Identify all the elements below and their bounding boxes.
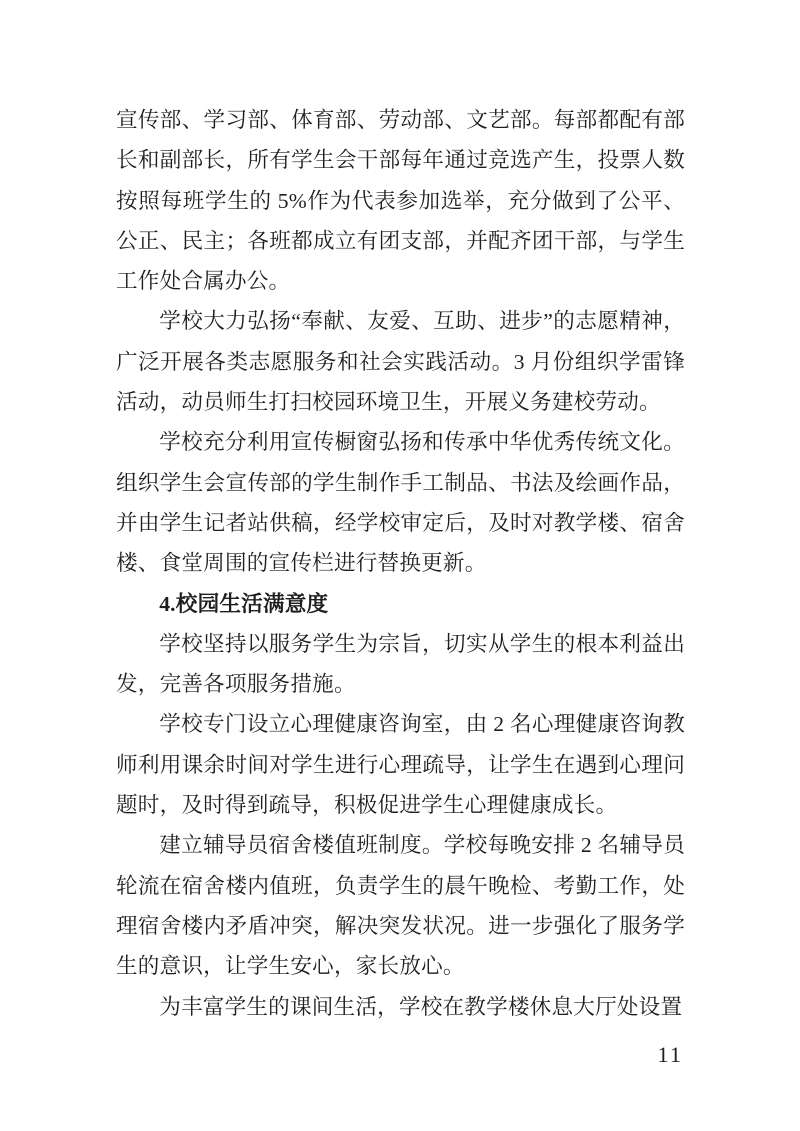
section-heading: 4.校园生活满意度 (159, 591, 329, 616)
paragraph: 学校大力弘扬“奉献、友爱、互助、进步”的志愿精神，广泛开展各类志愿服务和社会实践活动。3 月份组织学雷锋活动，动员师生打扫校园环境卫生，开展义务建校劳动。 (116, 309, 685, 415)
paragraph: 建立辅导员宿舍楼值班制度。学校每晚安排 2 名辅导员轮流在宿舍楼内值班，负责学生的晨午晚检、考勤工作，处理宿舍楼内矛盾冲突，解决突发状况。进一步强化了服务学生的意识，让学生安心，家长放心。 (116, 833, 685, 979)
paragraph: 学校坚持以服务学生为宗旨，切实从学生的根本利益出发，完善各项服务措施。 (116, 631, 685, 697)
paragraph: 宣传部、学习部、体育部、劳动部、文艺部。每部都配有部长和副部长，所有学生会干部每年通过竞选产生，投票人数按照每班学生的 5%作为代表参加选举，充分做到了公平、公正、民主；各班都成立有团支部，并配齐团干部，与学生工作处合属办公。 (116, 108, 685, 294)
page-number: 11 (657, 1042, 683, 1067)
paragraph: 学校充分利用宣传橱窗弘扬和传承中华优秀传统文化。组织学生会宣传部的学生制作手工制品、书法及绘画作品，并由学生记者站供稿，经学校审定后，及时对教学楼、宿舍楼、食堂周围的宣传栏进行替换更新。 (116, 430, 685, 576)
document-body (116, 100, 685, 1027)
page-footer (116, 1042, 685, 1068)
paragraph: 为丰富学生的课间生活，学校在教学楼休息大厅处设置 (159, 994, 683, 1019)
paragraph: 学校专门设立心理健康咨询室，由 2 名心理健康咨询教师利用课余时间对学生进行心理疏导，让学生在遇到心理问题时，及时得到疏导，积极促进学生心理健康成长。 (116, 712, 685, 818)
